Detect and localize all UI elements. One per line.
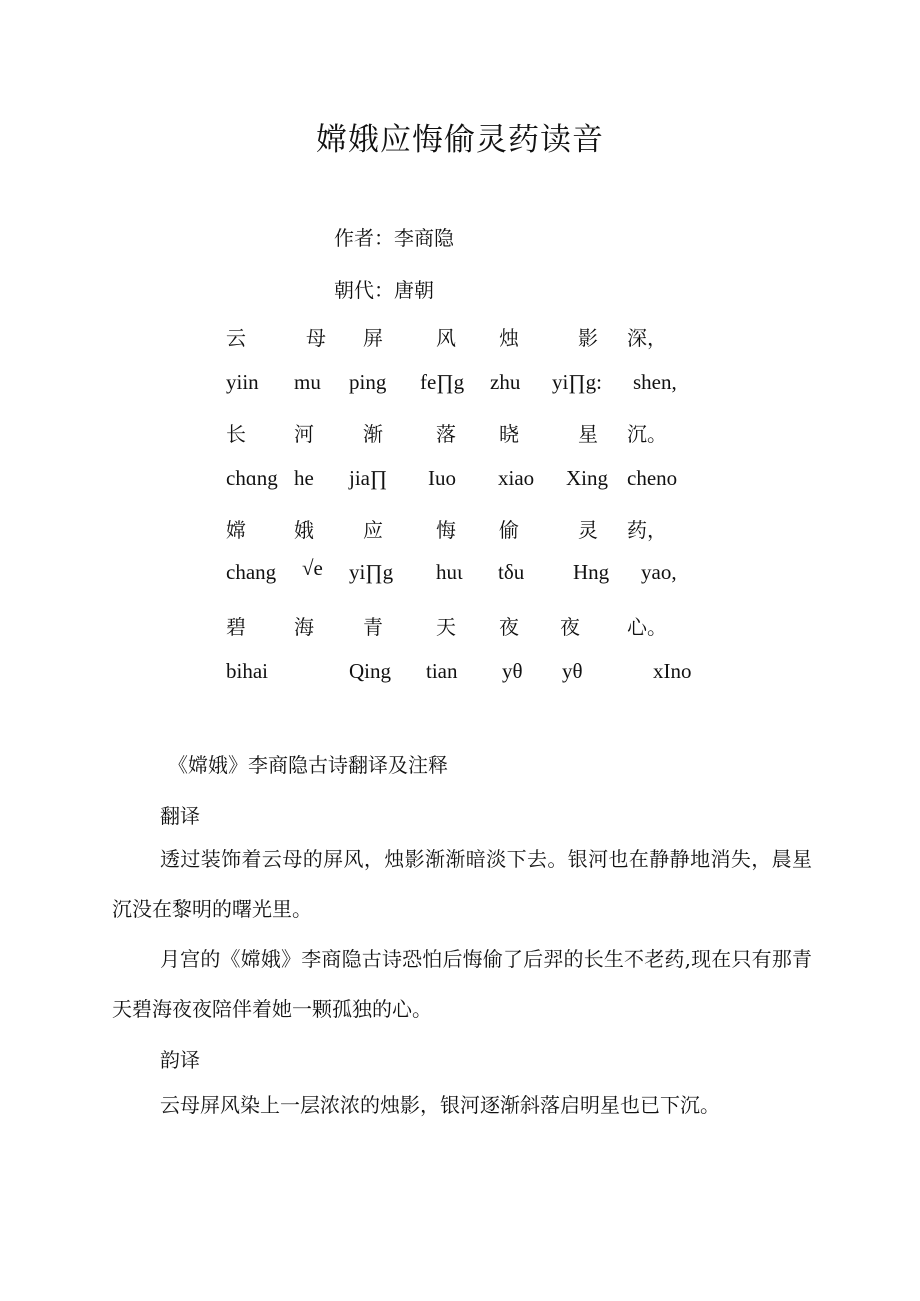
poem-pinyin: cheno <box>627 466 678 490</box>
poem-line-4-chars <box>0 611 920 641</box>
poem-pinyin: Xing <box>566 466 608 490</box>
poem-char: 青 <box>363 615 383 639</box>
poem-char: 沉。 <box>627 422 667 446</box>
poem-char: 海 <box>294 615 314 639</box>
poem-pinyin: fe∏g <box>420 370 465 394</box>
poem-pinyin: xIno <box>653 659 692 683</box>
poem-pinyin: he <box>294 466 314 490</box>
poem-line-3-pinyin <box>0 556 920 590</box>
poem-char: 天 <box>436 615 456 639</box>
poem-pinyin: xiao <box>498 466 535 490</box>
poem-line-1-pinyin <box>0 370 920 400</box>
poem-char: 碧 <box>226 615 246 639</box>
poem-line-2-chars <box>0 418 920 448</box>
poem-char: 河 <box>294 422 314 446</box>
dynasty-line: 朝代：唐朝 <box>334 278 434 302</box>
poem-char: 星 <box>578 422 598 446</box>
poem-char: 深， <box>627 326 667 350</box>
poem-char: 偷 <box>499 518 519 542</box>
poem-pinyin: yθ <box>502 659 523 683</box>
poem-pinyin: yao, <box>641 560 677 584</box>
poem-char: 灵 <box>578 518 598 542</box>
poem-pinyin: mu <box>294 370 321 394</box>
poem-pinyin: yi∏g: <box>552 370 602 394</box>
poem-line-3-chars <box>0 514 920 544</box>
rhyme-translation-label: 韵译 <box>160 1048 200 1072</box>
poem-char: 云 <box>226 326 246 350</box>
poem-pinyin: bihai <box>226 659 268 683</box>
poem-pinyin: huι <box>436 560 463 584</box>
poem-pinyin: ping <box>349 370 387 394</box>
poem-char: 药， <box>627 518 667 542</box>
author-line: 作者：李商隐 <box>334 226 454 250</box>
poem-char: 渐 <box>363 422 383 446</box>
poem-char: 应 <box>363 518 383 542</box>
poem-char: 风 <box>436 326 456 350</box>
poem-pinyin: chang <box>226 560 277 584</box>
translation-label: 翻译 <box>160 804 200 828</box>
translation-paragraph-1: 透过装饰着云母的屏风，烛影渐渐暗淡下去。银河也在静静地消失，晨星沉没在黎明的曙光里。 <box>112 847 812 921</box>
poem-pinyin: shen, <box>633 370 677 394</box>
poem-char: 夜 <box>499 615 519 639</box>
poem-char: 心。 <box>627 615 667 639</box>
poem-line-2-pinyin <box>0 466 920 496</box>
poem-pinyin: Iuo <box>428 466 456 490</box>
poem-char: 屏 <box>363 326 383 350</box>
poem-char: 晓 <box>499 422 519 446</box>
poem-line-1-chars <box>0 322 920 352</box>
poem-pinyin: chɑng <box>226 466 278 490</box>
rhyme-paragraph-1: 云母屏风染上一层浓浓的烛影，银河逐渐斜落启明星也已下沉。 <box>160 1093 720 1117</box>
poem-char: 长 <box>226 422 246 446</box>
page-title: 嫦娥应悔偷灵药读音 <box>316 122 604 158</box>
translation-paragraph-2: 月宫的《嫦娥》李商隐古诗恐怕后悔偷了后羿的长生不老药,现在只有那青天碧海夜夜陪伴着她一颗孤独的心。 <box>112 947 812 1021</box>
poem-pinyin: tδu <box>498 560 525 584</box>
poem-char: 夜 <box>560 615 580 639</box>
section-heading: 《嫦娥》李商隐古诗翻译及注释 <box>168 753 448 777</box>
poem-pinyin: Qing <box>349 659 391 683</box>
poem-char: 悔 <box>436 518 456 542</box>
poem-pinyin: yi∏g <box>349 560 394 584</box>
poem-pinyin: yiin <box>226 370 259 394</box>
poem-char: 影 <box>578 326 598 350</box>
poem-pinyin: √e <box>302 556 323 580</box>
poem-pinyin: Hng <box>573 560 610 584</box>
poem-pinyin: zhu <box>490 370 521 394</box>
poem-pinyin: tian <box>426 659 458 683</box>
poem-char: 母 <box>306 326 326 350</box>
poem-char: 嫦 <box>226 518 246 542</box>
poem-char: 娥 <box>294 518 314 542</box>
poem-char: 落 <box>436 422 456 446</box>
poem-line-4-pinyin <box>0 659 920 689</box>
poem-pinyin: jia∏ <box>349 466 388 490</box>
poem-pinyin: yθ <box>562 659 583 683</box>
poem-char: 烛 <box>499 326 519 350</box>
